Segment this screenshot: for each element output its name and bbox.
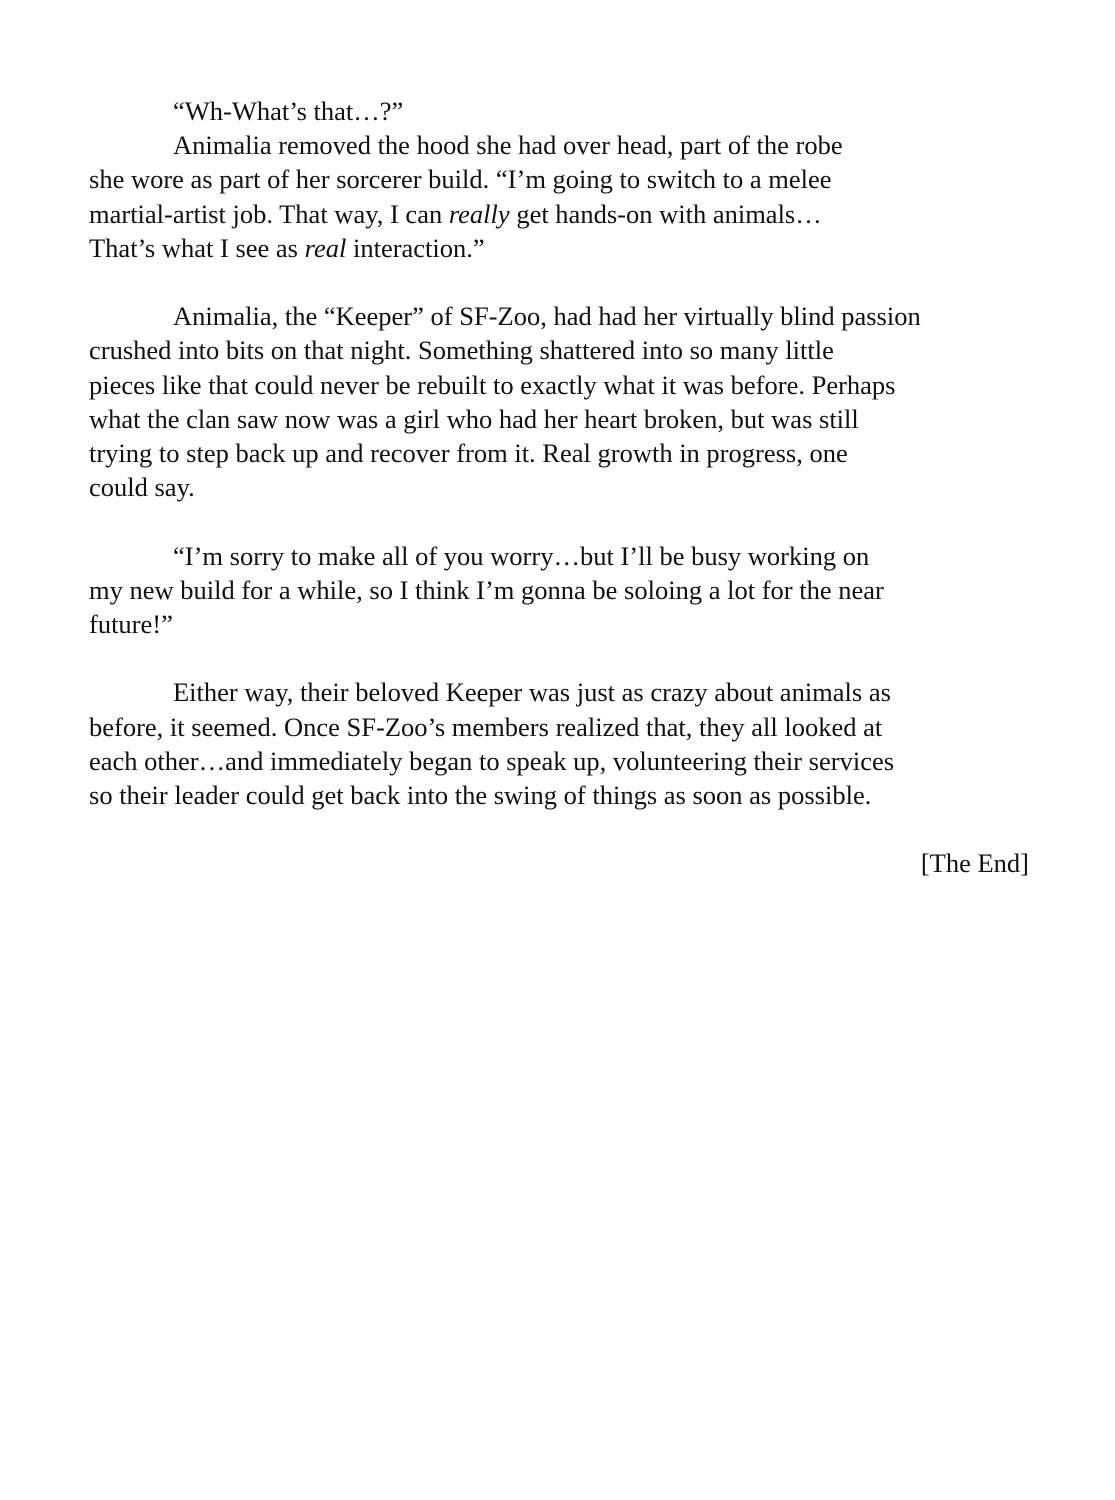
text-line: Either way, their beloved Keeper was just as crazy about animals as [173, 677, 891, 708]
text-line: Animalia removed the hood she had over head, part of the robe [173, 130, 843, 161]
text-line: “Wh-What’s that…?” [173, 96, 404, 126]
paragraph-hood-removal [89, 128, 1034, 265]
text-line: could say. [89, 472, 195, 503]
text-segment: get hands-on with animals… [509, 198, 822, 229]
text-line: my new build for a while, so I think I’m gonna be soloing a lot for the near [89, 574, 884, 605]
text-line: each other…and immediately began to speak up, volunteering their services [89, 745, 895, 776]
text-line: trying to step back up and recover from it. Real growth in progress, one [89, 438, 848, 469]
text-line [89, 231, 1034, 265]
text-line: pieces like that could never be rebuilt to exactly what it was before. Perhaps [89, 369, 896, 400]
text-segment: interaction.” [346, 232, 485, 263]
text-line: before, it seemed. Once SF-Zoo’s members realized that, they all looked at [89, 711, 883, 742]
paragraph-conclusion [89, 675, 1034, 812]
text-line: “I’m sorry to make all of you worry…but I’ll be busy working on [173, 540, 870, 571]
paragraph-gap [89, 265, 1034, 299]
paragraph-gap [89, 812, 1034, 846]
text-line: she wore as part of her sorcerer build. “I’m going to switch to a melee [89, 164, 832, 195]
text-line: what the clan saw now was a girl who had her heart broken, but was still [89, 403, 859, 434]
text-line: future!” [89, 609, 173, 640]
emphasis-text: really [448, 198, 510, 229]
text-line: so their leader could get back into the swing of things as soon as possible. [89, 780, 872, 811]
paragraph-gap [89, 641, 1034, 675]
paragraph-keeper-passion [89, 299, 1034, 504]
text-segment: martial-artist job. That way, I can [89, 198, 449, 229]
text-line: crushed into bits on that night. Something shattered into so many little [89, 335, 834, 366]
story-text [89, 94, 1034, 881]
text-line [89, 197, 1034, 231]
emphasis-text: real [304, 232, 347, 263]
text-line: Animalia, the “Keeper” of SF-Zoo, had had her virtually blind passion [173, 301, 921, 332]
text-segment: That’s what I see as [89, 232, 305, 263]
paragraph-dialogue-question [89, 94, 1034, 128]
the-end-mark: [The End] [920, 848, 1029, 879]
paragraph-gap [89, 504, 1034, 538]
paragraph-apology [89, 539, 1034, 642]
